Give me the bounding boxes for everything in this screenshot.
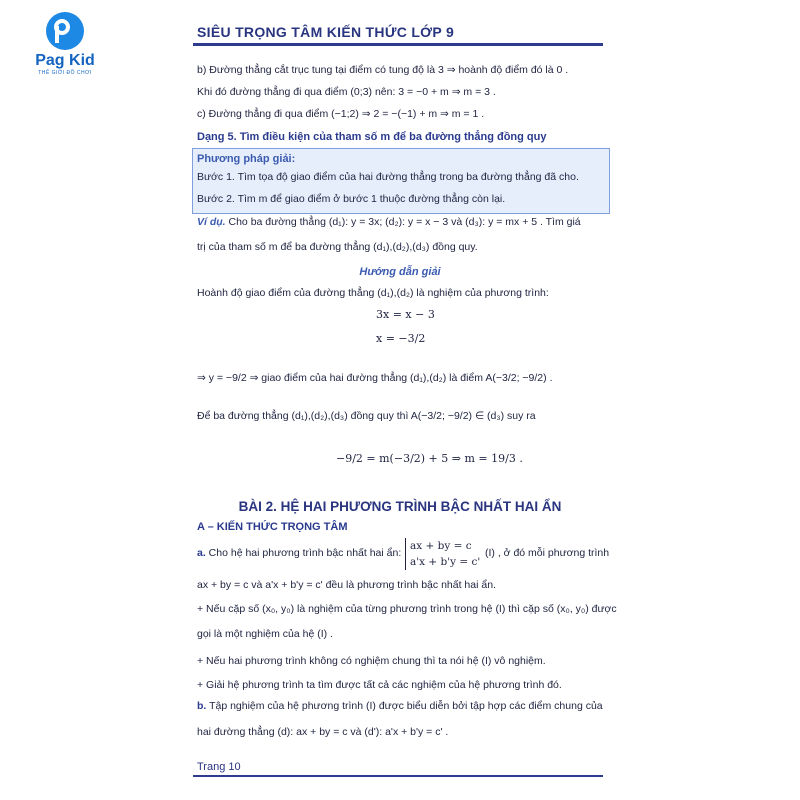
step-1: Bước 1. Tìm tọa độ giao điểm của hai đường thẳng trong ba đường thẳng đã cho. xyxy=(197,171,579,183)
part-a-line xyxy=(197,547,401,559)
part-b-text: Tập nghiệm của hệ phương trình (I) được biểu diễn bởi tập hợp các điểm chung của xyxy=(206,700,603,712)
part-a-text: Cho hệ hai phương trình bậc nhất hai ẩn: xyxy=(205,547,402,559)
text-line: trị của tham số m để ba đường thẳng (d₁),(d₂),(d₃) đồng quy. xyxy=(197,241,478,253)
brand-logo xyxy=(20,12,110,76)
equation-system xyxy=(405,538,480,570)
header-divider xyxy=(193,43,603,46)
example-label: Ví dụ. xyxy=(197,216,226,228)
logo-tagline: THẾ GIỚI ĐỒ CHƠI xyxy=(38,70,92,76)
text-line: Để ba đường thẳng (d₁),(d₂),(d₃) đồng quy thì A(−3/2; −9/2) ∈ (d₃) suy ra xyxy=(197,410,536,422)
example-line xyxy=(197,216,581,228)
part-b-line xyxy=(197,700,603,712)
section-title: BÀI 2. HỆ HAI PHƯƠNG TRÌNH BẬC NHẤT HAI ẨN xyxy=(238,499,562,514)
text-line: + Nếu hai phương trình không có nghiệm chung thì ta nói hệ (I) vô nghiệm. xyxy=(197,655,546,667)
logo-icon xyxy=(46,12,84,50)
text-line: + Nếu cặp số (x₀, y₀) là nghiệm của từng phương trình trong hệ (I) thì cặp số (x₀, y₀) được xyxy=(197,603,617,615)
text-line: ax + by = c và a'x + b'y = c' đều là phương trình bậc nhất hai ẩn. xyxy=(197,579,496,591)
text-line: hai đường thẳng (d): ax + by = c và (d'): a'x + b'y = c' . xyxy=(197,726,449,738)
logo-name: Pag Kid xyxy=(35,52,95,69)
text-line: ⇒ y = −9/2 ⇒ giao điểm của hai đường thẳng (d₁),(d₂) là điểm A(−3/2; −9/2) . xyxy=(197,372,553,384)
part-b-label: b. xyxy=(197,700,207,712)
solution-heading: Hướng dẫn giải xyxy=(359,266,441,278)
dang5-heading: Dạng 5. Tìm điều kiện của tham số m để ba đường thẳng đồng quy xyxy=(197,131,547,143)
text-line: gọi là một nghiệm của hệ (I) . xyxy=(197,628,333,640)
system-eq-1: ax + by = c xyxy=(410,540,472,552)
example-text: Cho ba đường thẳng (d₁): y = 3x; (d₂): y = x − 3 và (d₃): y = mx + 5 . Tìm giá xyxy=(225,216,581,228)
subsection-title: A – KIẾN THỨC TRỌNG TÂM xyxy=(197,521,348,533)
text-line: + Giải hệ phương trình ta tìm được tất cả các nghiệm của hệ phương trình đó. xyxy=(197,679,562,691)
footer-divider xyxy=(193,775,603,777)
text-line: Khi đó đường thẳng đi qua điểm (0;3) nên: 3 = −0 + m ⇒ m = 3 . xyxy=(197,86,496,98)
equation: 3x = x − 3 xyxy=(376,308,435,321)
text-line: c) Đường thẳng đi qua điểm (−1;2) ⇒ 2 = −(−1) + m ⇒ m = 1 . xyxy=(197,108,485,120)
step-2: Bước 2. Tìm m để giao điểm ở bước 1 thuộc đường thẳng còn lại. xyxy=(197,193,506,205)
page-number: Trang 10 xyxy=(197,761,241,773)
equation: x = −3/2 xyxy=(376,332,426,345)
system-eq-2: a'x + b'y = c' xyxy=(410,556,481,568)
method-title: Phương pháp giải: xyxy=(197,153,296,165)
part-a-label: a. xyxy=(197,547,206,559)
text-line: (I) , ở đó mỗi phương trình xyxy=(485,547,610,559)
equation: −9/2 = m(−3/2) + 5 ⇒ m = 19/3 . xyxy=(336,452,523,465)
text-line: b) Đường thẳng cắt trục tung tại điểm có tung độ là 3 ⇒ hoành độ điểm đó là 0 . xyxy=(197,64,569,76)
text-line: Hoành độ giao điểm của đường thẳng (d₁),(d₂) là nghiệm của phương trình: xyxy=(197,287,549,299)
page-header-title: SIÊU TRỌNG TÂM KIẾN THỨC LỚP 9 xyxy=(197,24,455,40)
